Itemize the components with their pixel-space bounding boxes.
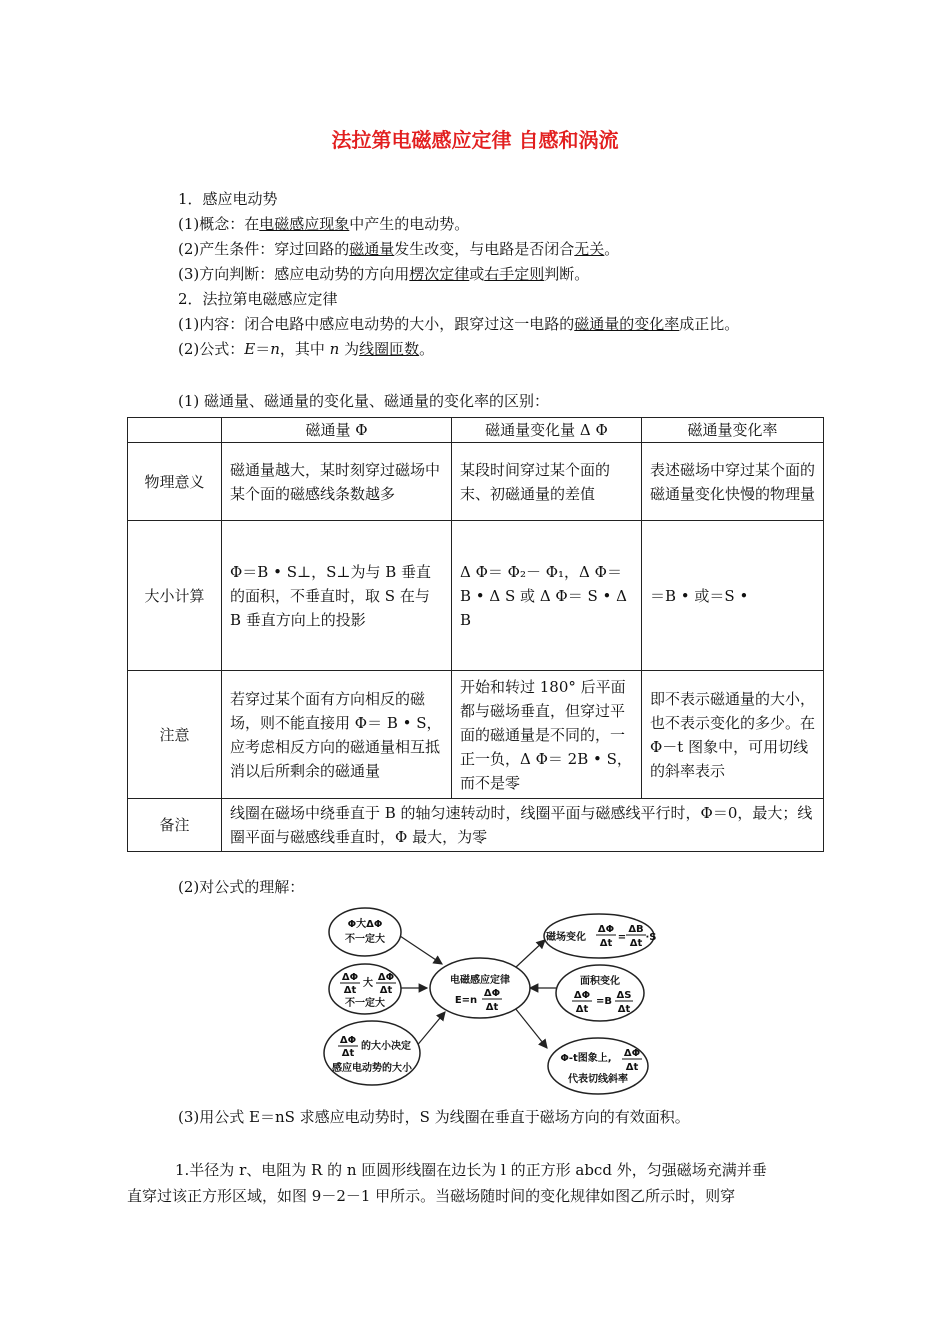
frac-den: Δt bbox=[617, 1004, 631, 1015]
node-text: 大 bbox=[363, 978, 373, 989]
node-text: 的大小决定 bbox=[361, 1041, 411, 1052]
center-title: 电磁感应定律 bbox=[450, 975, 510, 986]
table-cell: 表述磁场中穿过某个面的磁通量变化快慢的物理量 bbox=[642, 443, 824, 521]
table-cell: ＝B • 或＝S • bbox=[642, 521, 824, 671]
table-cell: Δ Φ＝ Φ₂－ Φ₁，Δ Φ＝ B • Δ S 或 Δ Φ＝ S • Δ B bbox=[452, 521, 642, 671]
text: (2)公式： bbox=[178, 340, 245, 358]
frac-num: ΔΦ bbox=[573, 990, 591, 1001]
node-text: =B bbox=[595, 996, 613, 1007]
node-text: 代表切线斜率 bbox=[568, 1074, 628, 1085]
content-line bbox=[178, 314, 739, 334]
underlined-term: 电磁感应现象 bbox=[259, 215, 350, 233]
row-label: 物理意义 bbox=[128, 443, 222, 521]
text: 或 bbox=[469, 265, 485, 283]
frac-num: ΔΦ bbox=[339, 1035, 357, 1046]
table-row bbox=[128, 521, 824, 671]
header-cell: 磁通量变化量 Δ Φ bbox=[452, 418, 642, 443]
text: ，其中 bbox=[279, 340, 330, 358]
node-text: 磁场变化 bbox=[546, 932, 586, 943]
node-text: 不一定大 bbox=[345, 998, 385, 1009]
table-cell: Φ＝B • S⊥，S⊥为与 B 垂直的面积，不垂直时，取 S 在与 B 垂直方向上的投影 bbox=[222, 521, 452, 671]
arrow bbox=[400, 936, 442, 964]
node-text: 不一定大 bbox=[345, 934, 385, 945]
formula-intro: (2)对公式的理解： bbox=[178, 878, 305, 896]
table-cell: 开始和转过 180° 后平面都与磁场垂直，但穿过平面的磁通量是不同的，一正一负，Δ Φ＝ 2B • S，而不是零 bbox=[452, 671, 642, 799]
arrow bbox=[515, 1008, 547, 1048]
frac-num: ΔB bbox=[628, 924, 644, 935]
node-left-3 bbox=[324, 1021, 420, 1085]
table-intro: (1) 磁通量、磁通量的变化量、磁通量的变化率的区别： bbox=[178, 392, 550, 410]
table-row bbox=[128, 671, 824, 799]
header-cell bbox=[128, 418, 222, 443]
frac-num: ΔΦ bbox=[341, 972, 359, 983]
node-text: Φ大ΔΦ bbox=[347, 919, 383, 930]
node-text: = bbox=[617, 932, 627, 943]
section-1-heading: 1．感应电动势 bbox=[178, 190, 278, 208]
frac-num: ΔS bbox=[616, 990, 632, 1001]
row-label: 注意 bbox=[128, 671, 222, 799]
frac-den: Δt bbox=[343, 985, 357, 996]
frac-den: Δt bbox=[625, 1062, 639, 1073]
comparison-table bbox=[127, 417, 824, 852]
table-row bbox=[128, 443, 824, 521]
table-header-row bbox=[128, 418, 824, 443]
text: (2)产生条件：穿过回路的 bbox=[178, 240, 350, 258]
page-title: 法拉第电磁感应定律 自感和涡流 bbox=[331, 128, 619, 152]
text: 发生改变，与电路是否闭合 bbox=[394, 240, 575, 258]
node-text: Φ-t图象上, bbox=[560, 1053, 612, 1064]
arrow bbox=[515, 940, 545, 968]
concept-diagram bbox=[320, 898, 670, 1100]
frac-den: Δt bbox=[599, 938, 613, 949]
frac-den: Δt bbox=[341, 1048, 355, 1059]
frac-den: Δt bbox=[379, 985, 393, 996]
text: (3)方向判断：感应电动势的方向用 bbox=[178, 265, 410, 283]
frac-den: Δt bbox=[629, 938, 643, 949]
text: ＝ bbox=[255, 340, 271, 358]
note-3: (3)用公式 E＝nS 求感应电动势时，S 为线圈在垂直于磁场方向的有效面积。 bbox=[178, 1108, 690, 1126]
direction-line bbox=[178, 264, 589, 284]
question-line-1: 1.半径为 r、电阻为 R 的 n 匝圆形线圈在边长为 l 的正方形 abcd 外，匀强磁场充满并垂 bbox=[175, 1161, 767, 1179]
text: (1)内容：闭合电路中感应电动势的大小，跟穿过这一电路的 bbox=[178, 315, 575, 333]
frac-num: ΔΦ bbox=[597, 924, 615, 935]
text: 成正比。 bbox=[679, 315, 740, 333]
table-row bbox=[128, 799, 824, 852]
center-formula: E=n bbox=[454, 995, 478, 1006]
node-center bbox=[430, 958, 530, 1018]
condition-line bbox=[178, 239, 619, 259]
frac-num: ΔΦ bbox=[623, 1048, 641, 1059]
text: 中产生的电动势。 bbox=[349, 215, 470, 233]
text: 。 bbox=[419, 340, 435, 358]
underlined-term: 磁通量的变化率 bbox=[574, 315, 680, 333]
node-text: 感应电动势的大小 bbox=[332, 1063, 412, 1074]
header-cell: 磁通量 Φ bbox=[222, 418, 452, 443]
underlined-term: 磁通量 bbox=[349, 240, 395, 258]
question-1 bbox=[127, 1157, 823, 1209]
section-2-heading: 2．法拉第电磁感应定律 bbox=[178, 290, 338, 308]
table-cell-span: 线圈在磁场中绕垂直于 B 的轴匀速转动时，线圈平面与磁感线平行时，Φ＝0，最大；线圈平面与磁感线垂直时，Φ 最大，为零 bbox=[222, 799, 824, 852]
underlined-term: 楞次定律 bbox=[409, 265, 470, 283]
underlined-term: 右手定则 bbox=[484, 265, 545, 283]
table-cell: 若穿过某个面有方向相反的磁场，则不能直接用 Φ＝ B • S，应考虑相反方向的磁通量相互抵消以后所剩余的磁通量 bbox=[222, 671, 452, 799]
text: 判断。 bbox=[544, 265, 590, 283]
concept-line bbox=[178, 214, 469, 234]
var-n: n bbox=[270, 340, 280, 358]
node-text: 面积变化 bbox=[580, 976, 620, 987]
header-cell: 磁通量变化率 bbox=[642, 418, 824, 443]
formula-line bbox=[178, 339, 434, 359]
underlined-term: 线圈匝数 bbox=[359, 340, 420, 358]
table-cell: 即不表示磁通量的大小，也不表示变化的多少。在 Φ－t 图象中，可用切线的斜率表示 bbox=[642, 671, 824, 799]
row-label: 大小计算 bbox=[128, 521, 222, 671]
var-e: E bbox=[244, 340, 256, 358]
arrow bbox=[415, 1012, 445, 1048]
text: 为 bbox=[339, 340, 360, 358]
table-cell: 磁通量越大，某时刻穿过磁场中某个面的磁感线条数越多 bbox=[222, 443, 452, 521]
question-line-2: 直穿过该正方形区域，如图 9－2－1 甲所示。当磁场随时间的变化规律如图乙所示时，则穿 bbox=[127, 1187, 736, 1205]
frac-num: ΔΦ bbox=[377, 972, 395, 983]
frac-den: Δt bbox=[575, 1004, 589, 1015]
text: 。 bbox=[604, 240, 620, 258]
frac-num: ΔΦ bbox=[483, 988, 501, 999]
row-label: 备注 bbox=[128, 799, 222, 852]
var-n: n bbox=[329, 340, 340, 358]
text: (1)概念：在 bbox=[178, 215, 260, 233]
underlined-term: 无关 bbox=[574, 240, 605, 258]
frac-den: Δt bbox=[485, 1002, 499, 1013]
node-text: ·S bbox=[645, 932, 657, 943]
node-left-1 bbox=[329, 908, 401, 956]
table-cell: 某段时间穿过某个面的末、初磁通量的差值 bbox=[452, 443, 642, 521]
